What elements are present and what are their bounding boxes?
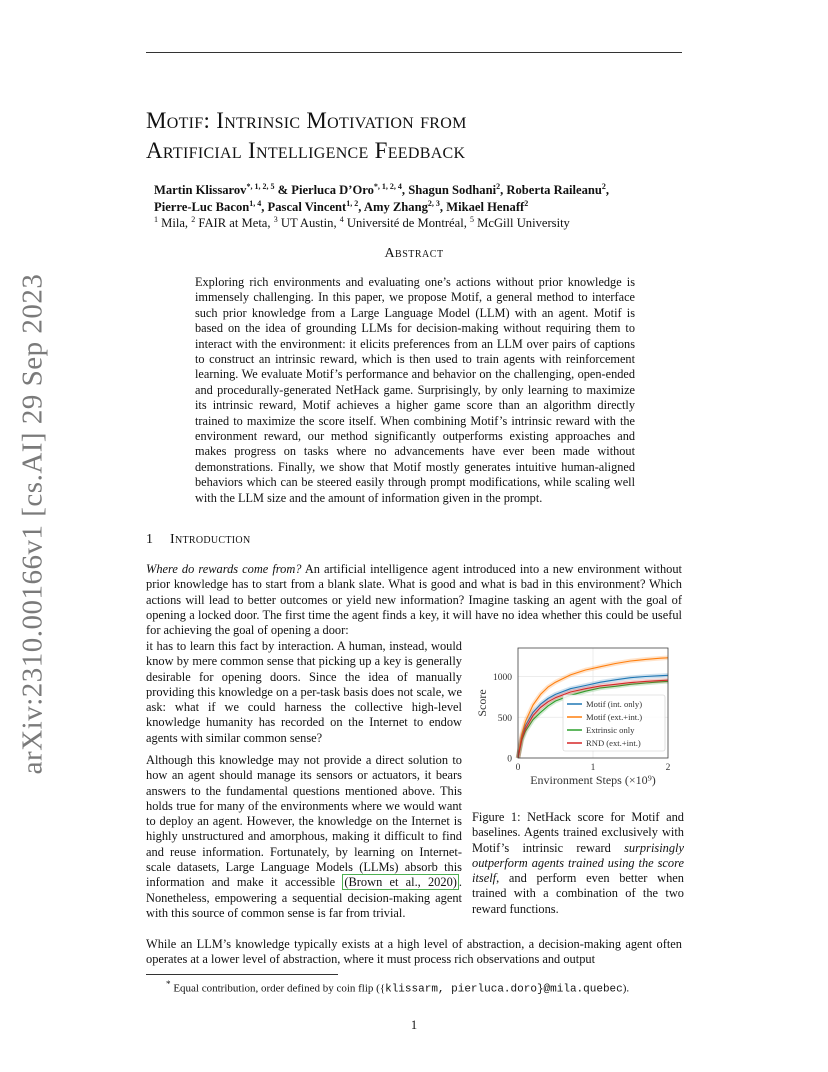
aff-sup: 2 [191, 214, 196, 224]
page-number: 1 [410, 1018, 418, 1032]
title-line-2: Artificial Intelligence Feedback [146, 138, 466, 163]
x-tick-label: 1 [590, 763, 596, 773]
y-tick-label: 1000 [493, 673, 512, 684]
chart-svg [470, 642, 690, 802]
legend-label: Extrinsic only [586, 725, 635, 735]
author-sup: *, 1, 2, 5 [246, 181, 275, 191]
author-sup: 2 [524, 198, 529, 208]
author-sup: *, 1, 2, 4 [373, 181, 402, 191]
intro-question: Where do rewards come from? [146, 562, 302, 576]
author-name: , Roberta Raileanu [500, 183, 602, 197]
aff-sup: 5 [470, 214, 475, 224]
author-name: , Mikael Henaff [439, 199, 525, 214]
author-name: , Pascal Vincent [261, 199, 347, 214]
intro-paragraph-2 [146, 753, 462, 921]
author-sup: 1, 2 [346, 198, 359, 208]
aff-sup: 1 [154, 214, 158, 224]
intro-paragraph-3: While an LLM’s knowledge typically exists at a high level of abstraction, a decision-making agent often operates at a lower level of abstraction, where it must process rich observations and output [146, 937, 682, 967]
y-tick-label: 500 [497, 713, 512, 724]
author-sep: & [274, 183, 292, 197]
aff-sup: 3 [273, 214, 278, 224]
intro-paragraph-1-cont: it has to learn this fact by interaction. A human, instead, would know by mere common sense that picking up a key is generally desirable for opening doors. Since the idea of manually providing this knowledge on a per-task basis does not scale, we ask: what if we could harness the collective high-level knowledge humanity has recorded on the Internet to endow agents with similar common sense? [146, 639, 462, 745]
author-name: Pierre-Luc Bacon [154, 199, 250, 214]
author-line-2 [154, 199, 674, 216]
footnote-text: ). [622, 982, 630, 995]
section-heading [146, 532, 250, 548]
top-rule [146, 52, 682, 53]
author-name: , Amy Zhang [358, 199, 428, 214]
author-sup: 2 [496, 181, 501, 191]
legend-label: RND (ext.+int.) [586, 738, 641, 748]
author-sep: , [605, 183, 610, 197]
x-tick-label: 2 [665, 763, 671, 773]
section-title: Introduction [170, 532, 251, 547]
author-sup: 1, 4 [249, 198, 262, 208]
author-name: Pierluca D’Oro [291, 183, 374, 197]
footnote-rule [146, 974, 338, 975]
intro-text: An artificial intelligence agent introduced into a new environment without prior knowledge has to start from a blank slate. What is good and what is bad in this environment? Which actions will lead to better outcomes or yield new information? Imagine tasking an agent with the goal of opening a locked door. The first time the agent finds a key, it will have no idea whether this could be useful for achieving the goal of opening a door: [146, 562, 682, 638]
author-line-1 [154, 182, 674, 199]
section-number: 1 [146, 532, 154, 547]
caption-text: , and perform even better when trained with a combination of the two reward functions. [472, 871, 684, 916]
figure-1-caption [472, 810, 684, 917]
caption-emphasis: surprisingly outperform agents trained using the score itself [472, 840, 684, 886]
legend-label: Motif (int. only) [586, 699, 643, 709]
author-sup: 2, 3 [427, 198, 440, 208]
footnote-domain: }@mila.quebec [536, 983, 623, 996]
abstract-heading: Abstract [384, 246, 444, 261]
author-name: Martin Klissarov [154, 183, 247, 197]
y-tick-label: 0 [507, 754, 512, 765]
author-sup: 2 [601, 181, 606, 191]
footnote-mark: * [166, 979, 171, 989]
arxiv-stamp-text: arXiv:2310.00166v1 [cs.AI] 29 Sep 2023 [16, 273, 49, 775]
affiliations [154, 215, 674, 232]
arxiv-stamp [16, 273, 49, 775]
footnote [166, 978, 686, 997]
title-line-1: Motif: Intrinsic Motivation from [146, 108, 467, 133]
legend-label: Motif (ext.+int.) [586, 712, 643, 722]
x-tick-label: 0 [515, 763, 521, 773]
paper-title [146, 106, 686, 166]
y-axis-label: Score [475, 689, 489, 717]
abstract-text: Exploring rich environments and evaluating one’s actions without prior knowledge is immensely challenging. In this paper, we propose Motif, a general method to interface such prior knowledge from a Large Language Model (LLM) with an agent. Motif is based on the idea of grounding LLMs for decision-making without requiring them to interact with the environment: it elicits preferences from an LLM over pairs of captions to construct an intrinsic reward, which is then used to train agents with reinforcement learning. We evaluate Motif’s performance and behavior on the challenging, open-ended and procedurally-generated NetHack game. Surprisingly, by only learning to maximize its intrinsic reward, Motif achieves a higher game score than an algorithm directly trained to maximize the score itself. When combining Motif’s intrinsic reward with the environment reward, our method significantly outperforms existing approaches and makes progress on tasks where no advancements have ever been made without demonstrations. Finally, we show that Motif mostly generates intuitive human-aligned behaviors which can be steered easily through prompt modifications, while scaling well with the LLM size and the amount of information given in the prompt. [195, 275, 635, 505]
affiliation: UT Austin, [277, 216, 340, 230]
caption-text: Figure 1: NetHack score for Motif and baselines. Agents trained exclusively with Motif’s intrinsic reward [472, 810, 684, 855]
aff-sup: 4 [339, 214, 344, 224]
affiliation: McGill University [474, 216, 570, 230]
author-block [154, 182, 674, 232]
footnote-emails: klissarm, pierluca.doro [385, 983, 537, 996]
affiliation: Mila, [158, 216, 192, 230]
intro-text: . Nonetheless, empowering a sequential decision-making agent with this source of common sense is far from trivial. [146, 875, 462, 920]
intro-paragraph-1 [146, 562, 682, 638]
citation-link[interactable]: (Brown et al., 2020) [344, 875, 457, 890]
x-axis-label: Environment Steps (×10⁹) [530, 773, 656, 787]
affiliation: Université de Montréal, [343, 216, 471, 230]
footnote-text: Equal contribution, order defined by coin flip ({ [170, 982, 386, 995]
author-name: , Shagun Sodhani [401, 183, 497, 197]
intro-text: Although this knowledge may not provide a direct solution to how an agent should manage its sensors or actuators, it bears answers to the fundamental questions mentioned above. This holds true for many of the environments where we would want to deploy an agent. However, the knowledge on the Internet is highly unstructured and amorphous, making it difficult to find and reuse information. Fortunately, by learning on Internet-scale datasets, Large Language Models (LLMs) absorb this information and make it accessible [146, 753, 462, 890]
figure-1-chart [470, 642, 690, 802]
affiliation: FAIR at Meta, [195, 216, 274, 230]
